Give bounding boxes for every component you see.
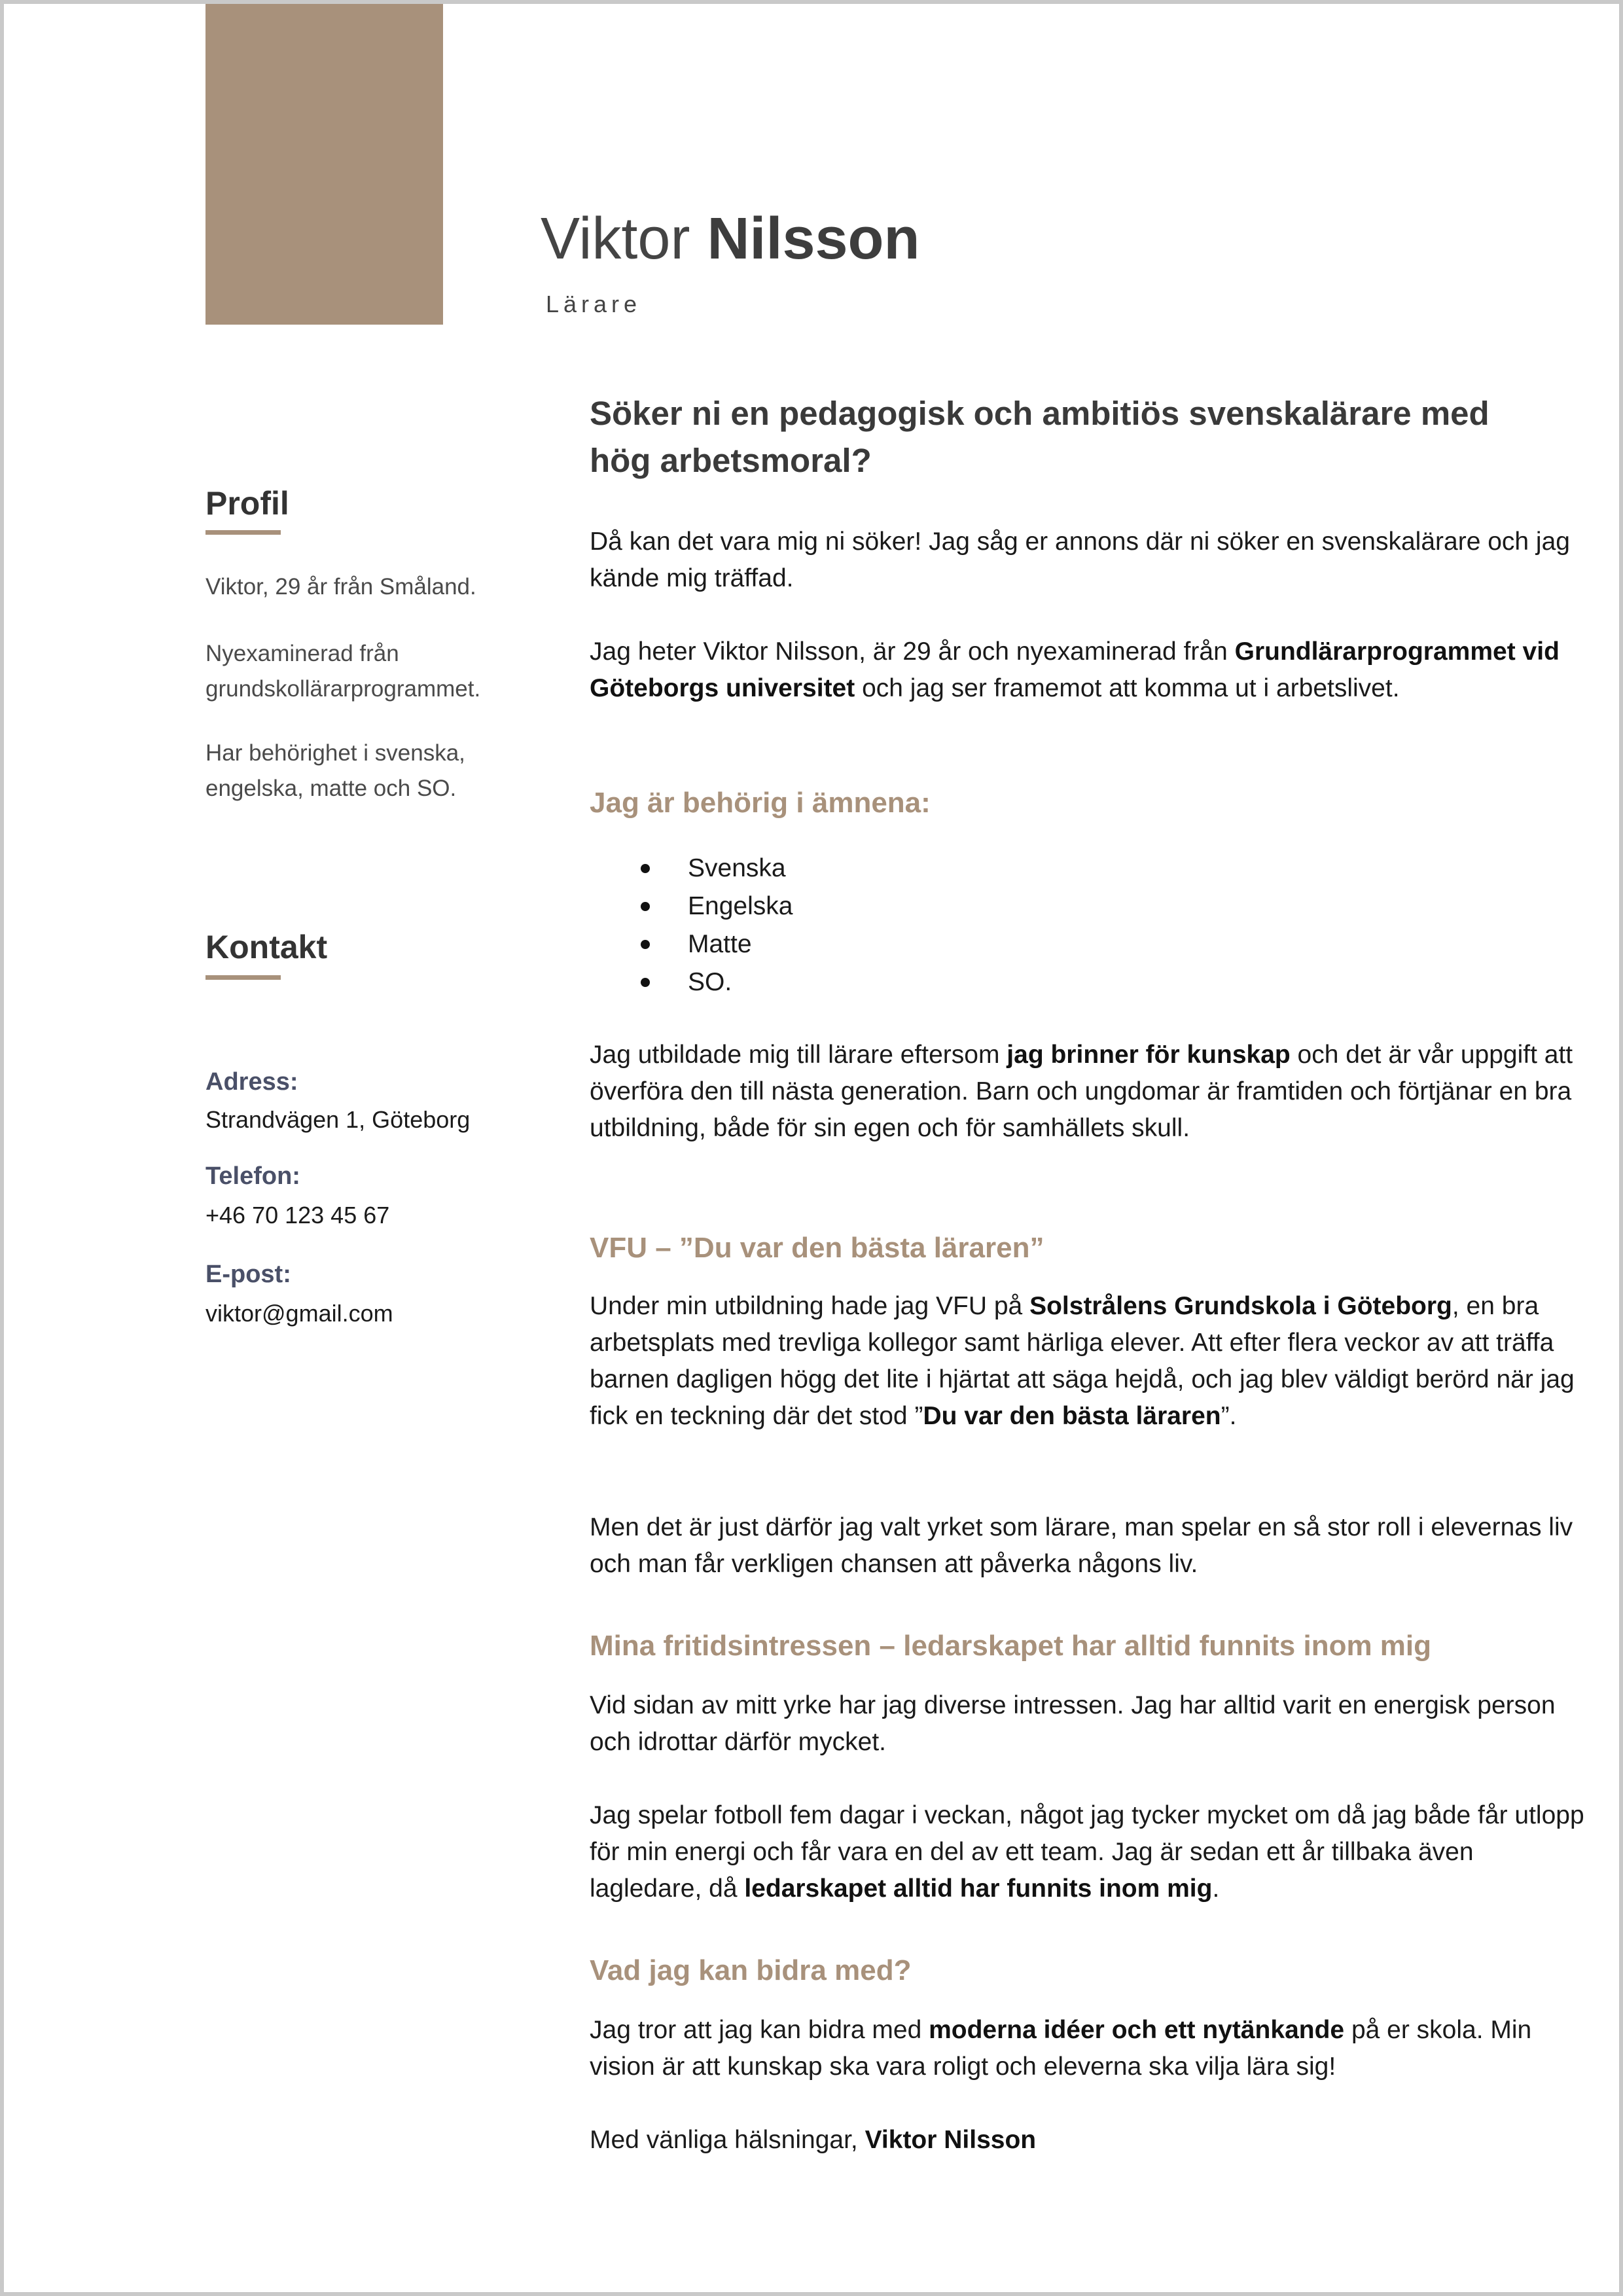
text-run-bold: Solstrålens Grundskola i Göteborg [1029, 1292, 1452, 1320]
profile-line: Viktor, 29 år från Småland. [205, 574, 476, 600]
candidate-role: Lärare [546, 291, 642, 317]
list-item-text: Matte [688, 930, 752, 958]
address-value: Strandvägen 1, Göteborg [205, 1106, 471, 1133]
closing-line [590, 2122, 1584, 2159]
text-run: Med vänliga hälsningar, [590, 2126, 865, 2154]
photo-placeholder [205, 4, 443, 325]
subjects-heading: Jag är behörig i ämnena: [590, 787, 931, 819]
vfu-reflection-paragraph: Men det är just därför jag valt yrket som lärare, man spelar en så stor roll i elevernas liv och man får verkligen chansen att påverka någons liv. [590, 1513, 1573, 1578]
text-run: Jag tror att jag kan bidra med [590, 2016, 929, 2044]
profile-line: Har behörighet i svenska, engelska, matte och SO. [205, 740, 465, 801]
list-item-text: Engelska [688, 892, 793, 920]
contribution-paragraph [590, 2012, 1584, 2085]
text-run: . [1212, 1874, 1220, 1903]
profile-line: Nyexaminerad från grundskollärarprogrammet. [205, 641, 481, 702]
first-name: Viktor [541, 206, 690, 272]
bullet-icon [641, 902, 650, 911]
profile-heading: Profil [205, 485, 289, 522]
phone-value: +46 70 123 45 67 [205, 1202, 390, 1229]
contact-heading: Kontakt [205, 929, 328, 965]
text-run-bold: ledarskapet alltid har funnits inom mig [744, 1874, 1213, 1903]
list-item [590, 925, 793, 963]
phone-label: Telefon: [205, 1162, 300, 1190]
email-label: E-post: [205, 1261, 291, 1288]
education-paragraph [590, 634, 1584, 707]
profile-underline [205, 530, 281, 535]
bullet-icon [641, 940, 650, 949]
email-value: viktor@gmail.com [205, 1300, 393, 1327]
text-run-bold: jag brinner för kunskap [1007, 1041, 1291, 1069]
bullet-icon [641, 864, 650, 873]
text-run-bold: Grundlärarprogrammet vid Göteborgs universitet [590, 637, 1560, 702]
list-item [590, 963, 793, 1001]
candidate-name [541, 203, 920, 275]
text-run: Under min utbildning hade jag VFU på [590, 1292, 1030, 1320]
text-run: Jag heter Viktor Nilsson, är 29 år och nyexaminerad från [590, 637, 1235, 666]
last-name: Nilsson [707, 206, 920, 272]
contribution-heading: Vad jag kan bidra med? [590, 1954, 912, 1986]
text-run: och jag ser framemot att komma ut i arbetslivet. [855, 674, 1400, 702]
hobby-paragraph: Vid sidan av mitt yrke har jag diverse intressen. Jag har alltid varit en energisk person och idrottar därför mycket. [590, 1691, 1556, 1756]
list-item [590, 888, 793, 925]
text-run-bold: Du var den bästa läraren [923, 1402, 1221, 1430]
text-run: ”. [1221, 1402, 1237, 1430]
text-run-bold: moderna idéer och ett nytänkande [929, 2016, 1345, 2044]
list-item [590, 850, 793, 888]
text-run: på er skola. Min vision är att kunskap ska vara roligt och eleverna ska vilja lära sig! [590, 2016, 1532, 2081]
vfu-heading: VFU – ”Du var den bästa läraren” [590, 1232, 1044, 1264]
list-item-text: SO. [688, 968, 732, 996]
address-label: Adress: [205, 1068, 298, 1096]
intro-paragraph: Då kan det vara mig ni söker! Jag såg er annons där ni söker en svenskalärare och jag kände mig träffad. [590, 528, 1570, 592]
text-run: , en bra arbetsplats med trevliga kollegor samt härliga elever. Att efter flera veckor av att träffa barnen dagligen högg det lite i hjärtat att säga hejdå, och jag blev väldigt berörd när jag fick en teckning där det stod ” [590, 1292, 1575, 1430]
hobby-paragraph-2 [590, 1797, 1584, 1907]
vfu-paragraph [590, 1288, 1584, 1435]
list-item-text: Svenska [688, 854, 786, 882]
bullet-icon [641, 978, 650, 987]
signature-name: Viktor Nilsson [865, 2126, 1037, 2154]
text-run: Jag utbildade mig till lärare eftersom [590, 1041, 1007, 1069]
subjects-list [590, 850, 793, 1001]
motivation-paragraph [590, 1037, 1584, 1147]
hobby-heading: Mina fritidsintressen – ledarskapet har alltid funnits inom mig [590, 1630, 1432, 1662]
text-run: Jag spelar fotboll fem dagar i veckan, något jag tycker mycket om då jag både får utlopp för min energi och får vara en del av ett team. Jag är sedan ett år tillbaka även lagledare, då [590, 1801, 1584, 1903]
page-title: Söker ni en pedagogisk och ambitiös svenskalärare med hög arbetsmoral? [590, 395, 1489, 479]
text-run: och det är vår uppgift att överföra den till nästa generation. Barn och ungdomar är framtiden och förtjänar en bra utbildning, både för sin egen och för samhällets skull. [590, 1041, 1573, 1142]
contact-underline [205, 975, 281, 980]
